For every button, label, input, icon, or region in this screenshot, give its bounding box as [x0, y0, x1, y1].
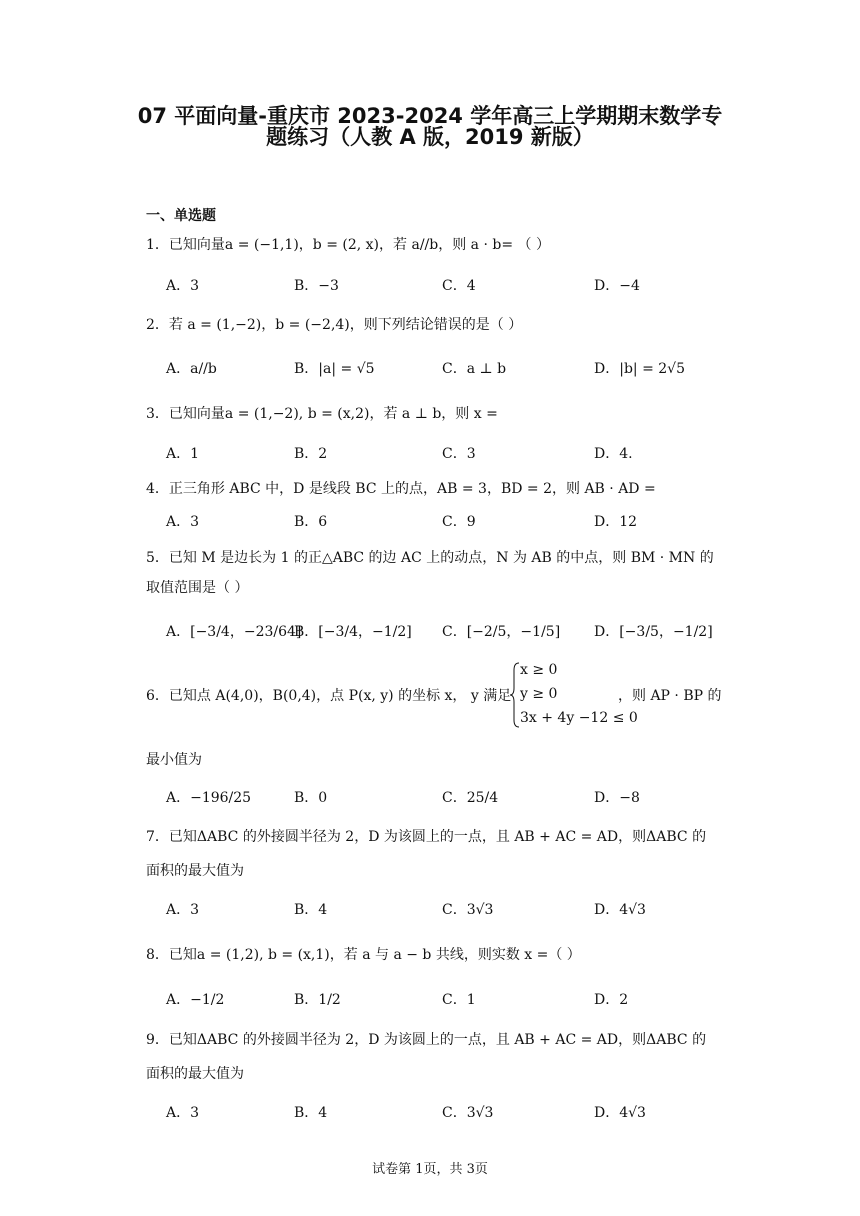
q6-option-c: C．25/4	[442, 790, 499, 806]
q9-option-b: B．4	[294, 1105, 328, 1121]
question-6-line-2: 最小值为	[146, 752, 202, 768]
q9-option-c: C．3√3	[442, 1105, 494, 1121]
question-9-line-2: 面积的最大值为	[146, 1066, 244, 1082]
q1-option-b: B．−3	[294, 278, 339, 294]
q4-option-d: D．12	[594, 514, 638, 530]
q7-option-a: A．3	[166, 902, 200, 918]
q5-option-c: C．[−2/5，−1/5]	[442, 624, 561, 640]
q3-option-b: B．2	[294, 446, 328, 462]
question-7-line-2: 面积的最大值为	[146, 863, 244, 879]
section-heading: 一、单选题	[146, 208, 216, 224]
question-7-line-1: 7．已知ΔABC 的外接圆半径为 2，D 为该圆上的一点，且 AB + AC = AD，则ΔABC 的	[146, 829, 707, 845]
q4-option-b: B．6	[294, 514, 328, 530]
q2-option-d: D．|b| = 2√5	[594, 361, 685, 377]
q8-option-d: D．2	[594, 992, 629, 1008]
question-3: 3．已知向量a = (1,−2), b = (x,2)，若 a ⊥ b，则 x =	[146, 406, 498, 422]
q9-option-a: A．3	[166, 1105, 200, 1121]
q7-option-d: D．4√3	[594, 902, 646, 918]
system-line-1: x ≥ 0	[520, 662, 558, 678]
title-line-2: 题练习（人教 A 版，2019 新版）	[266, 125, 594, 149]
q5-option-a: A．[−3/4，−23/64]	[166, 624, 302, 640]
question-6-line-1a: 6．已知点 A(4,0)，B(0,4)，点 P(x, y) 的坐标 x， y 满足	[146, 688, 512, 704]
system-line-2: y ≥ 0	[520, 686, 558, 702]
q7-option-c: C．3√3	[442, 902, 494, 918]
q1-option-a: A．3	[166, 278, 200, 294]
q7-option-b: B．4	[294, 902, 328, 918]
q2-option-b: B．|a| = √5	[294, 361, 375, 377]
question-4: 4．正三角形 ABC 中，D 是线段 BC 上的点，AB = 3，BD = 2，则 AB · AD =	[146, 481, 656, 497]
q6-option-d: D．−8	[594, 790, 640, 806]
q6-option-b: B．0	[294, 790, 328, 806]
q5-option-b: B．[−3/4，−1/2]	[294, 624, 412, 640]
page-footer: 试卷第 1页，共 3页	[372, 1162, 488, 1177]
q3-option-d: D．4.	[594, 446, 633, 462]
q5-option-d: D．[−3/5，−1/2]	[594, 624, 713, 640]
q9-option-d: D．4√3	[594, 1105, 646, 1121]
brace-icon	[510, 662, 520, 728]
q1-option-c: C．4	[442, 278, 476, 294]
q8-option-a: A．−1/2	[166, 992, 225, 1008]
q8-option-c: C．1	[442, 992, 476, 1008]
question-8: 8．已知a = (1,2), b = (x,1)，若 a 与 a − b 共线，则实数 x =（ ）	[146, 947, 581, 963]
question-5-line-2: 取值范围是（ ）	[146, 580, 249, 596]
q2-option-c: C．a ⊥ b	[442, 361, 507, 377]
q6-option-a: A．−196/25	[166, 790, 252, 806]
q4-option-c: C．9	[442, 514, 476, 530]
q3-option-c: C．3	[442, 446, 476, 462]
question-6-line-1b: ，则 AP · BP 的	[618, 688, 722, 704]
q8-option-b: B．1/2	[294, 992, 341, 1008]
system-line-3: 3x + 4y −12 ≤ 0	[520, 710, 638, 726]
question-9-line-1: 9．已知ΔABC 的外接圆半径为 2，D 为该圆上的一点，且 AB + AC = AD，则ΔABC 的	[146, 1032, 707, 1048]
q4-option-a: A．3	[166, 514, 200, 530]
q2-option-a: A．a//b	[166, 361, 217, 377]
q3-option-a: A．1	[166, 446, 200, 462]
question-5-line-1: 5．已知 M 是边长为 1 的正△ABC 的边 AC 上的动点，N 为 AB 的中点，则 BM · MN 的	[146, 550, 714, 566]
question-1: 1．已知向量a = (−1,1)，b = (2, x)，若 a//b，则 a · b= （ ）	[146, 237, 550, 253]
question-2: 2．若 a = (1,−2)，b = (−2,4)，则下列结论错误的是（ ）	[146, 317, 523, 333]
title-line-1: 07 平面向量-重庆市 2023-2024 学年高三上学期期末数学专	[137, 104, 723, 128]
q1-option-d: D．−4	[594, 278, 640, 294]
